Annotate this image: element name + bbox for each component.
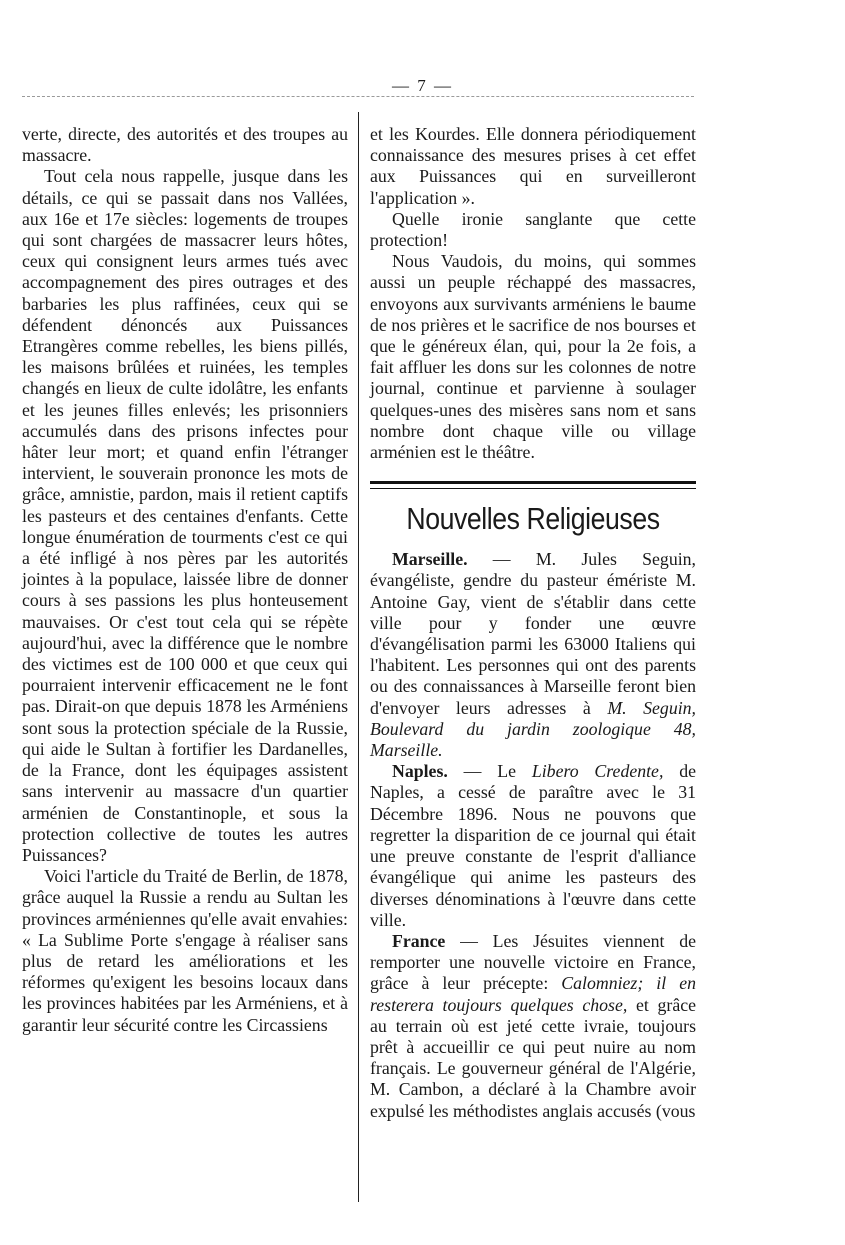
news-italic: Calomniez; il en resterera toujours quelques chose, xyxy=(370,973,696,1015)
news-place: France xyxy=(392,930,446,951)
column-divider xyxy=(358,112,359,1202)
paragraph: Tout cela nous rappelle, jusque dans les détails, ce qui se passait dans nos Vallées, aux 16e et 17e siècles: logements de troupes qui sont chargées de massacrer leurs hôtes, ceux qui consignent leurs armes tués avec accompagnement des pires outrages et des barbaries les plus raffinées, ceux qui se défendent dénoncés aux Puissances Etrangères comme rebelles, les biens pillés, les maisons brûlées et ruinées, les temples changés en lieux de culte idolâtre, les enfants et les jeunes filles enlevés; les prisonniers accumulés dans des prisons infectes pour hâter leur mort; et quand enfin l'étranger intervient, le souverain prononce les mots de grâce, amnistie, pardon, mais il retient captifs les pasteurs et des centaines d'enfants. Cette longue énumération de tourments c'est ce qui a été infligé à nos pères par les autorités jointes à la populace, laissée libre de donner cours à ses passions les plus honteusement mauvaises. Or c'est tout cela qui se répète aujourd'hui, avec la différence que le nombre des victimes est de 100 000 et que ceux qui pourraient intervenir efficacement ne le font pas. Dirait-on que depuis 1878 les Arméniens sont sous la protection spéciale de la Russie, qui aide le Sultan à fortifier les Dardanelles, de la France, dont les équipages assistent sans intervenir au massacre d'un quartier arménien de Constantinople, et sous la protection collective de toutes les autres Puissances? xyxy=(22,166,348,865)
news-text: et grâce au terrain où est jeté cette ivraie, toujours prêt à accueillir ce qui peut nuire au nom français. Le gouverneur général de l'Algérie, M. Cambon, a déclaré à la Chambre avoir expulsé les méthodistes anglais accusés (vous xyxy=(370,994,697,1121)
paragraph: Voici l'article du Traité de Berlin, de 1878, grâce auquel la Russie a rendu au Sultan les provinces arméniennes qu'elle avait envahies: « La Sublime Porte s'engage à réaliser sans plus de retard les améliorations et les réformes qu'exigent les besoins locaux dans les provinces habitées par les Arméniens, et à garantir leur sécurité contre les Circassiens xyxy=(22,866,348,1035)
news-place: Marseille. xyxy=(392,549,468,570)
paragraph: verte, directe, des autorités et des troupes au massacre. xyxy=(22,124,348,166)
news-item xyxy=(370,761,696,931)
page-number: — 7 — xyxy=(392,76,453,95)
news-italic: M. Seguin, Boulevard du jardin zoologique 48, Marseille. xyxy=(370,697,696,761)
news-text: — Le xyxy=(447,761,532,782)
news-text: de Naples, a cessé de paraître avec le 31 Décembre 1896. Nous ne pouvons que regretter la disparition de ce journal qui était une preuve constante de l'esprit d'alliance évangélique qui anime les pasteurs des diverses dénominations à l'œuvre dans cette ville. xyxy=(370,761,697,930)
paragraph: Quelle ironie sanglante que cette protection! xyxy=(370,208,696,251)
section-rule xyxy=(370,488,696,489)
section-heading: Nouvelles Religieuses xyxy=(406,501,660,537)
news-item xyxy=(370,549,696,761)
news-text: — M. Jules Seguin, évangéliste, gendre du pasteur émériste M. Antoine Gay, vient de s'établir dans cette ville pour y fonder une œuvre d'évangélisation parmi les 63000 Italiens qui l'habitent. Les personnes qui ont des parents ou des connaissances à Marseille feront bien d'envoyer leurs adresses à xyxy=(370,549,696,718)
right-column xyxy=(370,124,696,1122)
section-rule xyxy=(370,481,696,484)
paragraph: Nous Vaudois, du moins, qui sommes aussi un peuple réchappé des massacres, envoyons aux survivants arméniens le baume de nos prières et le sacrifice de nos bourses et que le généreux élan, qui, pour la 2e fois, a fait affluer les dons sur les colonnes de notre journal, continue et parvienne à soulager quelques-unes des misères sans nom et sans nombre dont chaque ville ou village arménien est le théâtre. xyxy=(370,251,696,463)
news-text: — Les Jésuites viennent de remporter une nouvelle victoire en France, grâce à leur précepte: xyxy=(370,930,696,994)
paragraph: et les Kourdes. Elle donnera périodiquement connaissance des mesures prises à cet effet aux Puissances qui en surveilleront l'application ». xyxy=(370,124,696,208)
header-rule xyxy=(22,96,694,97)
left-column xyxy=(22,124,348,1036)
news-italic: Libero Credente, xyxy=(531,761,664,782)
news-place: Naples. xyxy=(392,761,448,782)
news-item xyxy=(370,931,696,1122)
